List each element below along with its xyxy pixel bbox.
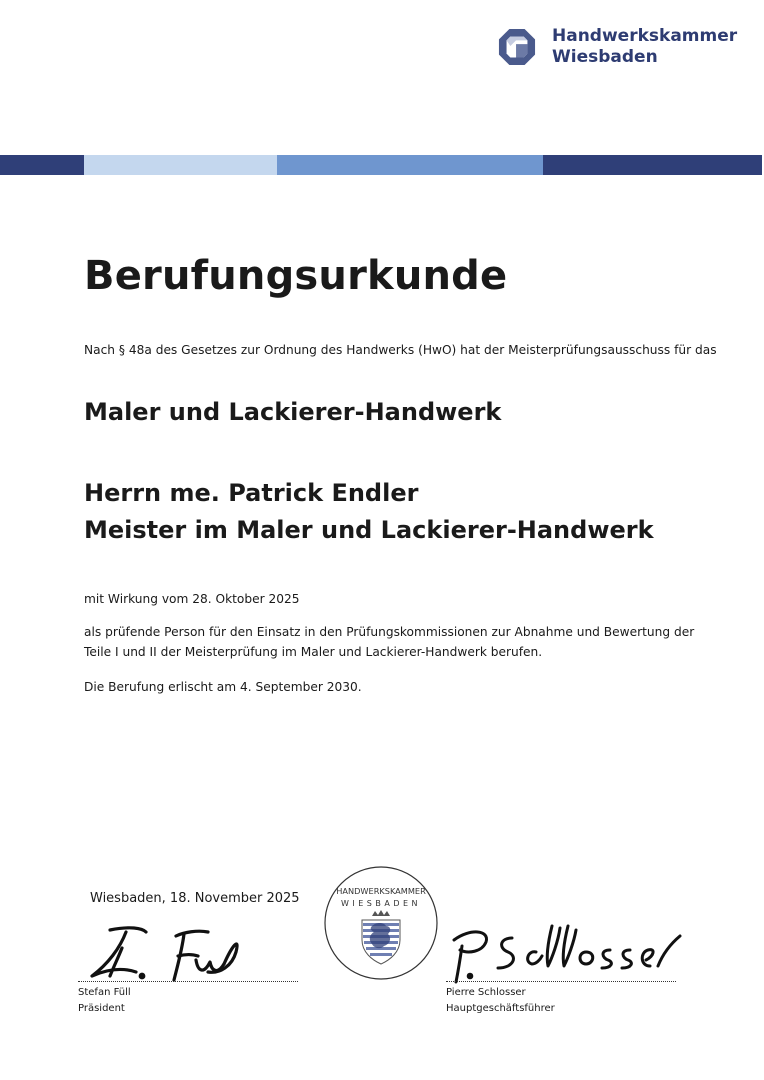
- trade-name: Maler und Lackierer-Handwerk: [84, 398, 502, 426]
- recipient-title: Meister im Maler und Lackierer-Handwerk: [84, 516, 654, 544]
- seal-text-line1: HANDWERKSKAMMER: [336, 886, 426, 896]
- signer-right-role: Hauptgeschäftsführer: [446, 1003, 555, 1014]
- purpose-line: Teile I und II der Meisterprüfung im Maler und Lackierer-Handwerk berufen.: [84, 645, 543, 659]
- signer-left-role: Präsident: [78, 1003, 125, 1014]
- org-name-line2: Wiesbaden: [552, 47, 658, 67]
- recipient-block: [84, 475, 654, 549]
- hwk-cube-logo-icon: [498, 28, 536, 66]
- org-name-line1: Handwerkskammer: [552, 26, 738, 46]
- org-logo: [498, 26, 737, 68]
- seal-text-line2: WIESBADEN: [340, 899, 422, 908]
- header-band-segment: [84, 155, 277, 175]
- signer-right-name: Pierre Schlosser: [446, 987, 526, 998]
- header-band-segment: [543, 155, 762, 175]
- header-band-segment: [277, 155, 543, 175]
- president-signature: [80, 918, 250, 984]
- place-date: Wiesbaden, 18. November 2025: [90, 891, 300, 906]
- expiry-text: Die Berufung erlischt am 4. September 2030.: [84, 680, 362, 694]
- hesse-lion-coat-of-arms-icon: [362, 910, 400, 964]
- purpose-line: als prüfende Person für den Einsatz in den Prüfungskommissionen zur Abnahme und Bewertung der: [84, 625, 695, 639]
- official-seal: [322, 864, 440, 982]
- signer-right: [446, 985, 555, 1017]
- signer-left-name: Stefan Füll: [78, 987, 131, 998]
- signature-line-right: [446, 981, 676, 982]
- managing-director-signature: [440, 916, 690, 988]
- signature-line-left: [78, 981, 298, 982]
- recipient-name: Herrn me. Patrick Endler: [84, 479, 419, 507]
- document-title: Berufungsurkunde: [84, 253, 508, 299]
- signer-left: [78, 985, 131, 1017]
- purpose-text: [84, 622, 694, 662]
- effective-date-text: mit Wirkung vom 28. Oktober 2025: [84, 592, 300, 606]
- header-band-segment: [0, 155, 84, 175]
- intro-text: Nach § 48a des Gesetzes zur Ordnung des Handwerks (HwO) hat der Meisterprüfungsausschuss für das: [84, 343, 717, 357]
